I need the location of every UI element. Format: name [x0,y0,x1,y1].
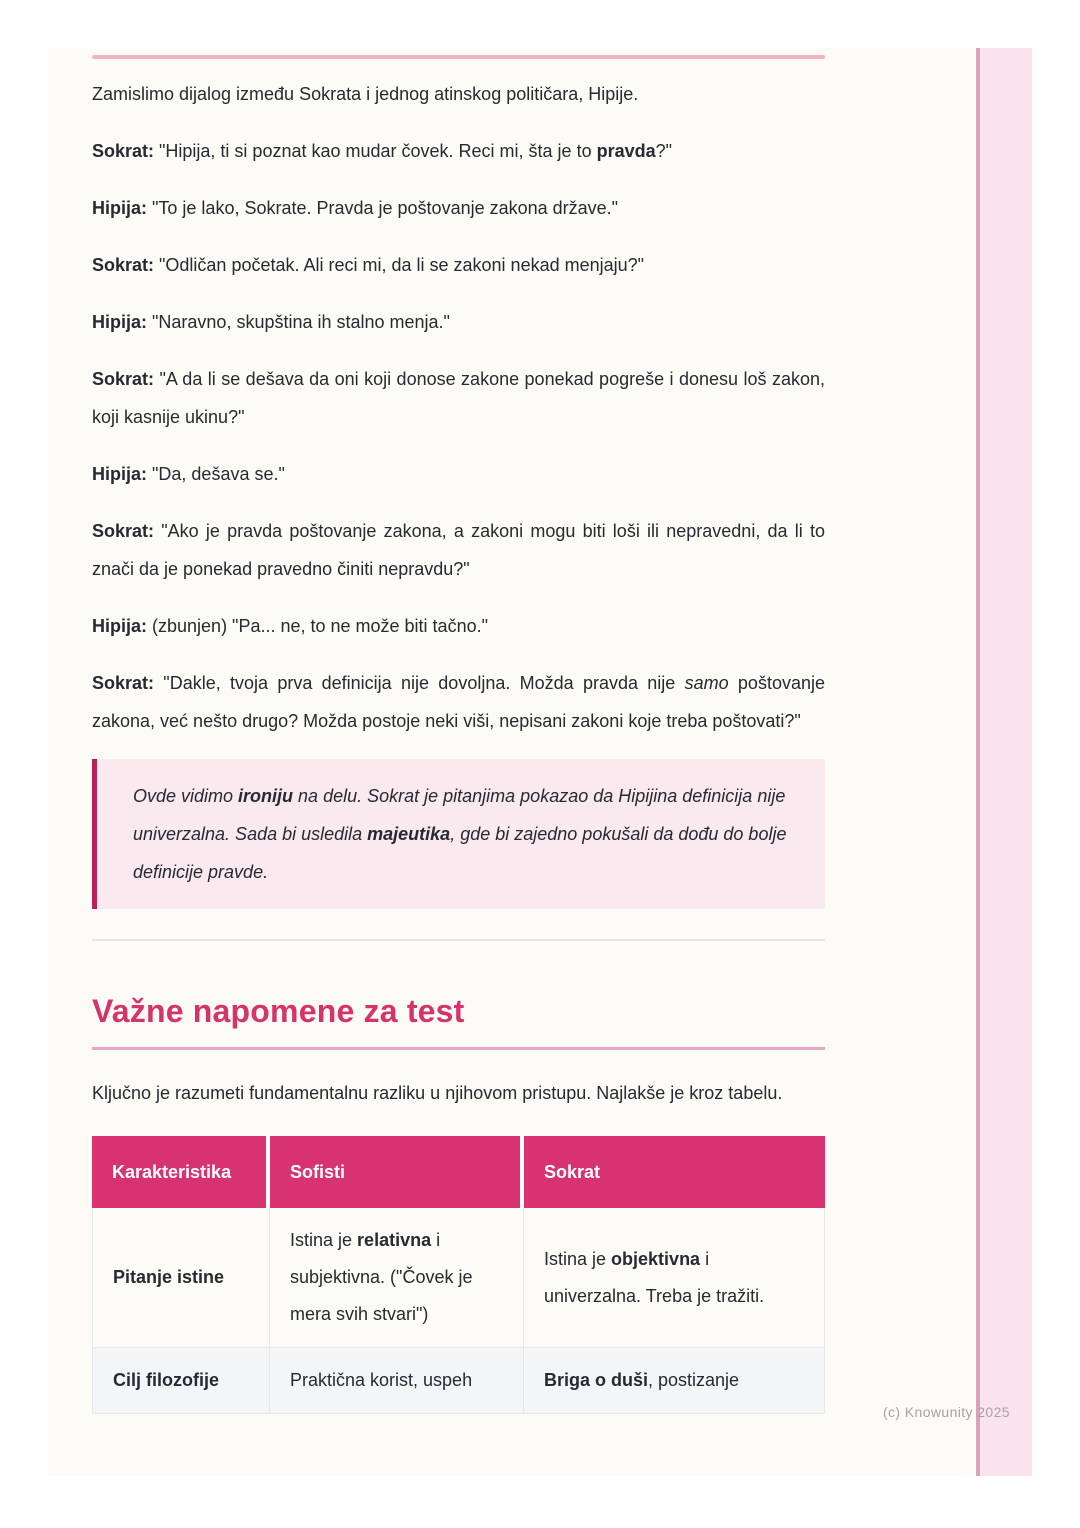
dialog-line [92,512,825,588]
dialog-line [92,132,825,170]
table-cell: Pitanje istine [92,1208,270,1348]
section-heading: Važne napomene za test [92,993,465,1029]
table-body [92,1208,825,1414]
dialog-line [92,664,825,740]
table-row [92,1208,825,1348]
section-divider [92,939,825,941]
page-margin-stripe [976,48,1032,1476]
speaker-label: Hipija: [92,198,148,218]
dialog-line [92,607,825,645]
dialog-line [92,246,825,284]
table-cell: Praktična korist, uspeh [270,1348,524,1414]
speaker-label: Sokrat: [92,521,155,541]
table-header-cell: Karakteristika [92,1136,270,1208]
table-cell: Briga o duši, postizanje [524,1348,825,1414]
dialog-line-text: "A da li se dešava da oni koji donose zakone ponekad pogreše i donesu loš zakon, koji kasnije ukinu?" [92,369,825,427]
comparison-table [92,1136,825,1414]
table-header-cell: Sofisti [270,1136,524,1208]
speaker-label: Hipija: [92,616,148,636]
table-cell: Istina je relativna i subjektivna. ("Čovek je mera svih stvari") [270,1208,524,1348]
dialog-line [92,189,825,227]
dialog-line-text: "Da, dešava se." [147,464,285,484]
dialog-line [92,303,825,341]
callout-text: Ovde vidimo ironiju na delu. Sokrat je pitanjima pokazao da Hipijina definicija nije univerzalna. Sada bi usledila majeutika, gde bi zajedno pokušali da dođu do bolje definicije pravde. [133,786,787,882]
document-page [48,48,1032,1476]
table-row [92,1348,825,1414]
dialog-line-text: "Hipija, ti si poznat kao mudar čovek. Reci mi, šta je to pravda?" [154,141,673,161]
table-header-cell: Sokrat [524,1136,825,1208]
table-cell: Cilj filozofije [92,1348,270,1414]
dialog-line-text: (zbunjen) "Pa... ne, to ne može biti tačno." [147,616,488,636]
section-intro: Ključno je razumeti fundamentalnu razliku u njihovom pristupu. Najlakše je kroz tabelu. [92,1083,783,1103]
speaker-label: Sokrat: [92,369,155,389]
table-cell: Istina je objektivna i univerzalna. Treba je tražiti. [524,1208,825,1348]
dialog-line-text: "Dakle, tvoja prva definicija nije dovoljna. Možda pravda nije samo poštovanje zakona, već nešto drugo? Možda postoje neki viši, nepisani zakoni koje treba poštovati?" [92,673,825,731]
dialog-line-text: "To je lako, Sokrate. Pravda je poštovanje zakona države." [147,198,619,218]
top-divider-rule [92,55,825,59]
speaker-label: Sokrat: [92,255,155,275]
speaker-label: Hipija: [92,464,148,484]
speaker-label: Sokrat: [92,673,155,693]
dialog-line [92,455,825,493]
speaker-label: Hipija: [92,312,148,332]
dialog-line-text: "Odličan početak. Ali reci mi, da li se zakoni nekad menjaju?" [154,255,645,275]
dialog-section [92,132,825,740]
dialog-intro: Zamislimo dijalog između Sokrata i jednog atinskog političara, Hipije. [92,84,639,104]
watermark: (c) Knowunity 2025 [882,1404,1010,1420]
speaker-label: Sokrat: [92,141,155,161]
dialog-line-text: "Ako je pravda poštovanje zakona, a zakoni mogu biti loši ili nepravedni, da li to znači da je ponekad pravedno činiti nepravdu?" [92,521,825,579]
dialog-line-text: "Naravno, skupština ih stalno menja." [147,312,450,332]
note-callout [92,759,825,909]
dialog-line [92,360,825,436]
table-header-row [92,1136,825,1208]
page-content [48,48,825,1414]
heading-underline-rule [92,1047,825,1050]
